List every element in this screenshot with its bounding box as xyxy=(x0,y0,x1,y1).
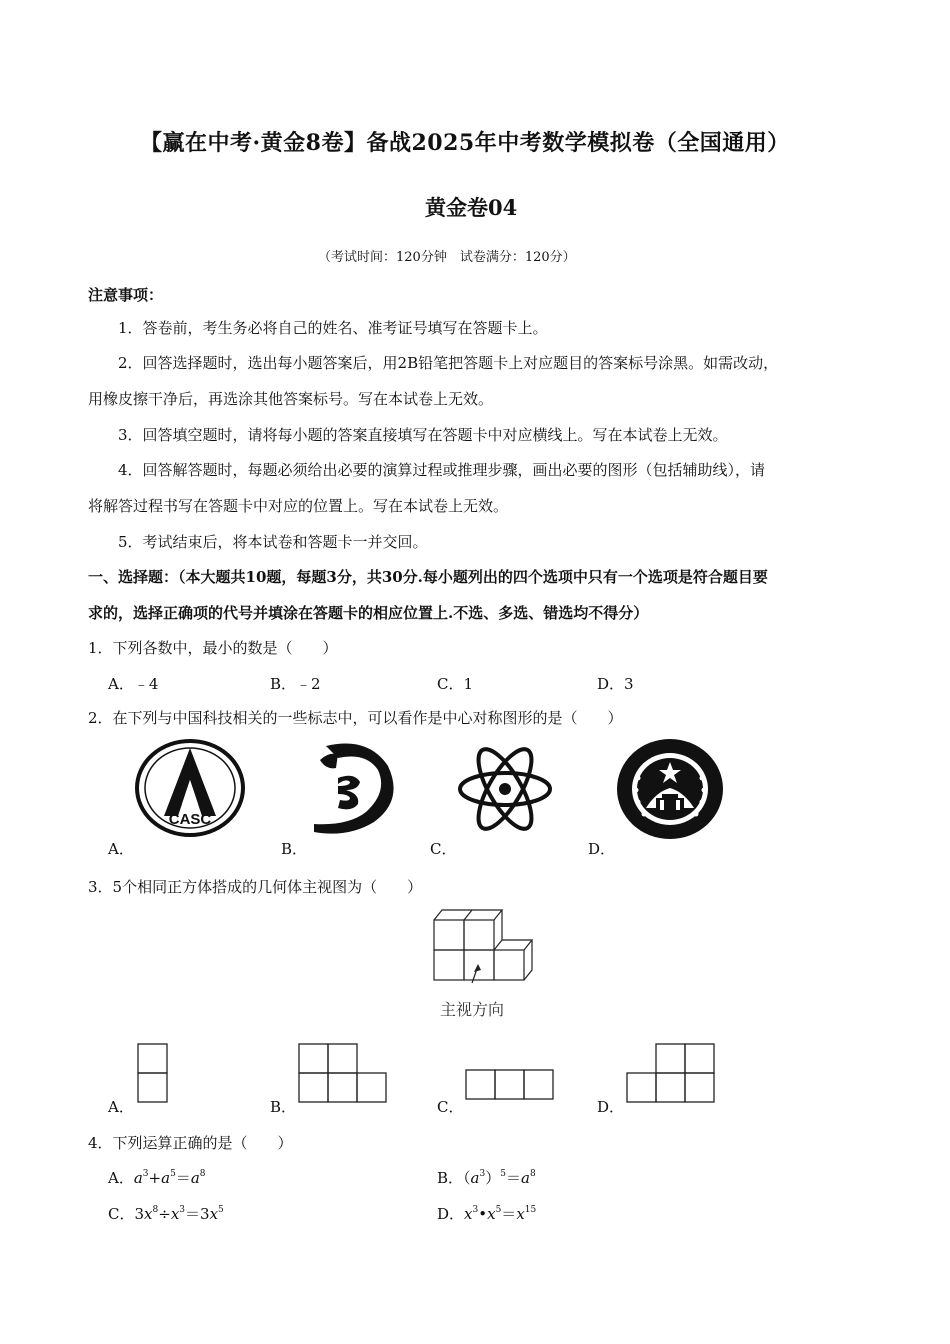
exam-info: （考试时间：120分钟 试卷满分：120分） xyxy=(318,250,576,265)
notice-item: 5．考试结束后，将本试卷和答题卡一并交回。 xyxy=(118,533,428,551)
q4-option-d-label: D． xyxy=(437,1205,465,1223)
q3-option-c: C． xyxy=(437,1098,464,1116)
q3-option-b: B． xyxy=(270,1098,297,1116)
casc-logo xyxy=(134,738,246,838)
q4-option-a-label: A． xyxy=(108,1169,134,1187)
q4-option-b: B．$(a^3)^5=a^8$ xyxy=(437,1169,536,1187)
notice-item: 3．回答填空题时，请将每小题的答案直接填写在答题卡中对应横线上。写在本试卷上无效。 xyxy=(118,426,728,444)
q4-option-a: A．$a^3+a^5=a^8$ xyxy=(108,1169,206,1187)
question-4-stem: 4．下列运算正确的是（ ） xyxy=(88,1134,293,1152)
q1-option-c: C．1 xyxy=(437,675,474,693)
emblem-logo xyxy=(616,738,724,840)
q4-option-b-label: B． xyxy=(437,1169,464,1187)
swirl-logo xyxy=(308,738,400,838)
notice-item: 1．答卷前，考生务必将自己的姓名、准考证号填写在答题卡上。 xyxy=(118,319,548,337)
q1-option-a: A．﹣4 xyxy=(108,675,159,693)
q2-option-c: C． xyxy=(430,840,457,858)
q4-option-d: D．$x^3•x^5=x^{15}$ xyxy=(437,1205,537,1223)
q4-option-c-label: C． xyxy=(108,1205,135,1223)
q3-figure-d xyxy=(625,1042,717,1104)
question-1-stem: 1．下列各数中，最小的数是（ ） xyxy=(88,639,338,657)
q3-figure-a xyxy=(136,1042,170,1104)
page-title: 【赢在中考·黄金8卷】备战2025年中考数学模拟卷（全国通用） xyxy=(140,130,790,156)
q1-option-d: D．3 xyxy=(597,675,634,693)
q3-option-d: D． xyxy=(597,1098,625,1116)
question-2-stem: 2．在下列与中国科技相关的一些标志中，可以看作是中心对称图形的是（ ） xyxy=(88,709,623,727)
q3-figure-c xyxy=(464,1068,556,1102)
q2-option-b: B． xyxy=(281,840,308,858)
casc-logo-text: CASC xyxy=(168,811,212,828)
section-heading: 求的，选择正确项的代号并填涂在答题卡的相应位置上.不选、多选、错选均不得分） xyxy=(88,604,649,622)
notice-item: 用橡皮擦干净后，再选涂其他答案标号。写在本试卷上无效。 xyxy=(88,390,494,408)
atom-logo xyxy=(456,740,554,838)
notice-heading: 注意事项： xyxy=(88,286,164,304)
question-3-stem: 3．5个相同正方体搭成的几何体主视图为（ ） xyxy=(88,878,423,896)
view-direction-label: 主视方向 xyxy=(440,1000,505,1019)
q3-figure-b xyxy=(297,1042,389,1104)
notice-item: 2．回答选择题时，选出每小题答案后，用2B铅笔把答题卡上对应题目的答案标号涂黑。如需改动， xyxy=(118,354,779,372)
q2-option-d: D． xyxy=(588,840,616,858)
paper-subtitle: 黄金卷04 xyxy=(425,195,518,220)
notice-item: 将解答过程书写在答题卡中对应的位置上。写在本试卷上无效。 xyxy=(88,497,509,515)
q1-option-b: B．﹣2 xyxy=(270,675,321,693)
q2-option-a: A． xyxy=(108,840,134,858)
q4-option-c: C．$3x^8\div x^3=3x^5$ xyxy=(108,1205,224,1223)
cube-stack-figure xyxy=(428,906,544,986)
q3-option-a: A． xyxy=(108,1098,134,1116)
notice-item: 4．回答解答题时，每题必须给出必要的演算过程或推理步骤，画出必要的图形（包括辅助线），请 xyxy=(118,461,766,479)
section-heading: 一、选择题：（本大题共10题，每题3分，共30分.每小题列出的四个选项中只有一个选项是符合题目要 xyxy=(88,568,768,586)
